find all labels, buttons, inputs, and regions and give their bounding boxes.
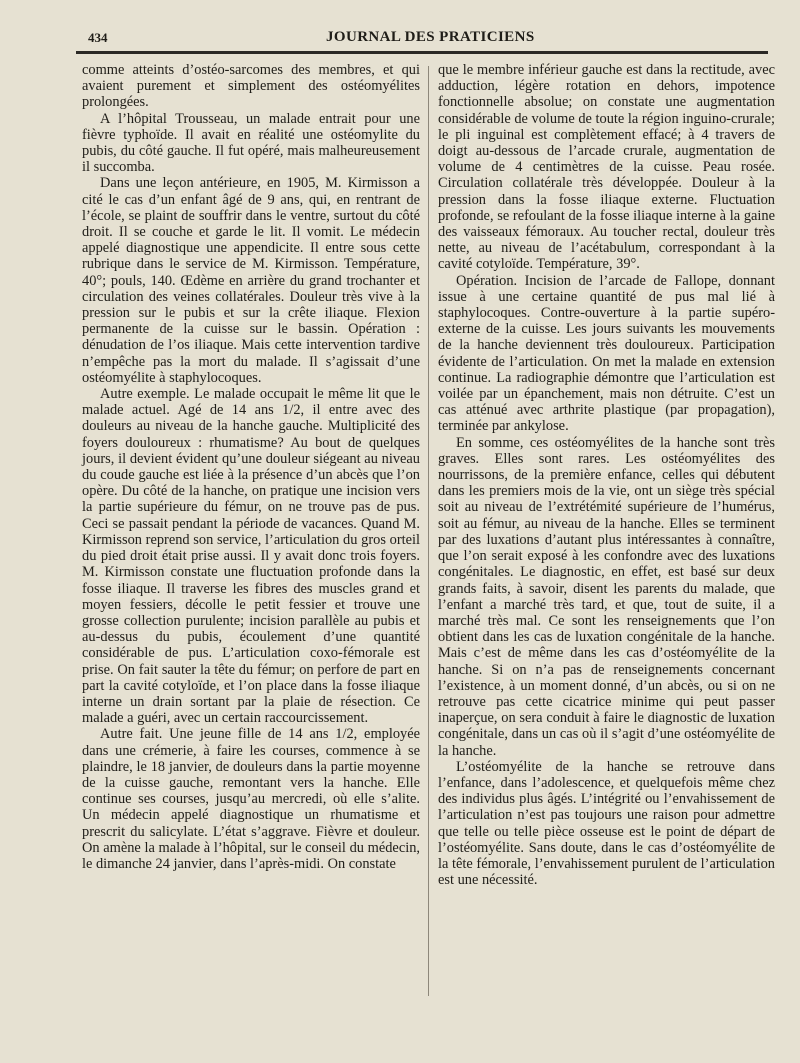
paragraph: Autre exemple. Le malade occupait le même lit que le malade actuel. Agé de 14 ans 1/2, il entre avec des douleurs au niveau de la hanche gauche. Multiplicité des foyers douloureux : rhumatisme? Au bout de quelques jours, il devient évident qu’une douleur siégeant au niveau du coude gauche est liée à la présence d’un abcès que l’on opère. Du côté de la hanche, on pratique une incision vers la partie supérieure du fémur, on ne trouve pas de pus. Ceci se passait pendant la période de vacances. Quand M. Kirmisson reprend son service, l’articulation du gros orteil du pied droit était prise aussi. Il y avait donc trois foyers. M. Kirmisson constate une fluctuation profonde dans la fosse iliaque. Il traverse les fibres des muscles grand et moyen fessiers, décolle le petit fessier et trouve une grosse collection purulente; incision parallèle au pubis et au-dessus du pubis, écoulement d’une quantité considérable de pus. L’articulation coxo-fémorale est prise. On fait sauter la tête du fémur; on perfore de part en part la cavité cotyloïde, et l’on place dans la fosse iliaque interne un drain sortant par la plaie de résection. Ce malade a guéri, avec un certain raccourcissement. (82, 386, 420, 727)
paragraph: Opération. Incision de l’arcade de Fallope, donnant issue à une certaine quantité de pus mal lié à staphylocoques. Contre-ouverture à la partie supéro-externe de la cuisse. Les jours suivants les mouvements de la hanche deviennent très douloureux. Participation évidente de l’articulation. On met la malade en extension continue. La radiographie démontre que l’articulation est voilée par un épanchement, mais non détruite. C’est un cas atténué avec arthrite plastique (par propagation), terminée par ankylose. (438, 272, 775, 435)
page-header (0, 0, 800, 58)
paragraph: Autre fait. Une jeune fille de 14 ans 1/2, employée dans une crémerie, à faire les courses, commence à se plaindre, le 18 janvier, de douleurs dans la partie moyenne de la cuisse gauche, remontant vers la hanche. Elle continue ses courses, jusqu’au mercredi, où elle s’alite. Un médecin appelé diagnostique un rhumatisme et prescrit du salicylate. L’état s’aggrave. Fièvre et douleur. On amène la malade à l’hôpital, sur le conseil du médecin, le dimanche 24 janvier, dans l’après-midi. On constate (82, 726, 420, 872)
paragraph: L’ostéomyélite de la hanche se retrouve dans l’enfance, dans l’adolescence, et quelquefois même chez des individus plus âgés. L’intégrité ou l’envahissement de l’articulation n’est pas toujours une raison pour admettre que telle ou telle pièce osseuse est le point de départ de l’ostéomyélite. Sans doute, dans le cas d’ostéomyélite de la tête fémorale, l’envahissement purulent de l’articulation est une nécessité. (438, 758, 775, 889)
paragraph: A l’hôpital Trousseau, un malade entrait pour une fièvre typhoïde. Il avait en réalité une ostéomylite du pubis, du côté gauche. Il fut opéré, mais malheureusement il succomba. (82, 110, 420, 176)
paragraph: Dans une leçon antérieure, en 1905, M. Kirmisson a cité le cas d’un enfant âgé de 9 ans, qui, en rentrant de l’école, se plaint de souffrir dans le ventre, surtout du côté droit. Il se couche et garde le lit. Il vomit. Le médecin appelé diagnostique une appendicite. Il entre sous cette rubrique dans le service de M. Kirmisson. Température, 40°; pouls, 140. Œdème en arrière du grand trochanter et circulation des veines collatérales. Douleur très vive à la pression sur le pubis et sur la crête iliaque. Flexion permanente de la cuisse sur le bassin. Opération : dénudation de l’os iliaque. Mais cette intervention tardive n’empêche pas la mort du malade. Il s’agissait d’une ostéomyélite à staphylocoques. (82, 175, 420, 386)
right-column (438, 62, 775, 888)
running-title: JOURNAL DES PRATICIENS (326, 29, 535, 45)
page-number: 434 (88, 30, 108, 45)
left-column (82, 62, 420, 872)
header-rule (76, 51, 768, 54)
column-divider (428, 66, 429, 996)
paragraph: que le membre inférieur gauche est dans la rectitude, avec adduction, légère rotation en dehors, impotence fonctionnelle absolue; on constate une augmentation considérable de volume de toute la région inguino-crurale; le pli inguinal est complètement effacé; à 4 travers de doigt au-dessous de l’arcade crurale, augmentation de volume de 4 centimètres de la cuisse. Peau rosée. Circulation collatérale très développée. Douleur à la pression dans la fosse iliaque externe. Fluctuation profonde, se refoulant de la fosse iliaque interne à la gaine des vaisseaux fémoraux. Au toucher rectal, douleur très nette, au niveau de l’acétabulum, correspondant à la cavité cotyloïde. Température, 39°. (438, 62, 775, 273)
paragraph: comme atteints d’ostéo-sarcomes des membres, et qui avaient purement et simplement des ostéomyélites prolongées. (82, 62, 420, 111)
paragraph: En somme, ces ostéomyélites de la hanche sont très graves. Elles sont rares. Les ostéomyélites des nourrissons, de la première enfance, celles qui débutent dans les premiers mois de la vie, ont un siège très spécial soit au niveau de l’extrétémité supérieure de l’humérus, soit au fémur, au niveau de la hanche. Elles se terminent par des luxations d’autant plus intéressantes à connaître, que l’on serait exposé à les confondre avec des luxations congénitales. Le diagnostic, en effet, est basé sur deux grands faits, à savoir, disent les parents du malade, que l’enfant a marché très tard, et que, tout de suite, il a marché très mal. Ce sont les renseignements que l’on obtient dans les cas de luxation congénitale de la hanche. Mais c’est de même dans les cas d’ostéomyélite de la hanche. Si on n’a pas de renseignements concernant l’existence, à un moment donné, d’un abcès, ou si on ne retrouve pas cette cicatrice minime qui peut passer inaperçue, on sera conduit à faire le diagnostic de luxation congénitale, dans un cas où il s’agit d’une ostéomyélite de la hanche. (438, 434, 775, 759)
